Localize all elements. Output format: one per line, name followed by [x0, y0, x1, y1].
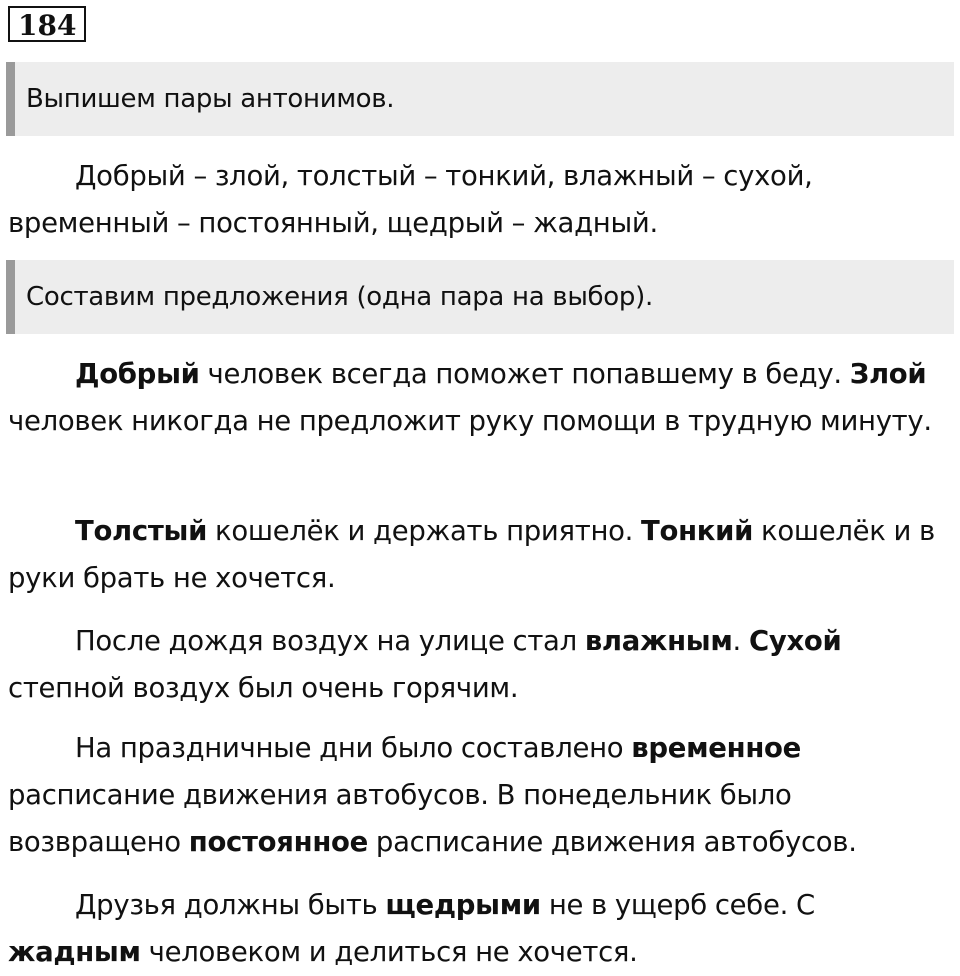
antonym-word-thick: Толстый	[75, 515, 208, 547]
antonym-word-permanent: постоянное	[188, 826, 368, 858]
sentence-paragraph-kind-evil	[8, 351, 953, 445]
antonym-word-generous: щедрыми	[385, 889, 541, 921]
sentence-text: .	[732, 625, 749, 657]
sentence-text: На праздничные дни было составлено	[75, 732, 632, 764]
antonym-word-dry: Сухой	[748, 625, 842, 657]
antonym-word-temporary: временное	[631, 732, 801, 764]
antonym-word-greedy: жадным	[8, 936, 141, 968]
sentence-text: расписание движения автобусов. В понедельник было возвращено	[8, 779, 792, 858]
antonym-pairs-paragraph	[8, 153, 953, 247]
sentence-text: человек всегда поможет попавшему в беду.	[199, 358, 850, 390]
antonym-word-thin: Тонкий	[641, 515, 754, 547]
sentence-text: После дождя воздух на улице стал	[75, 625, 585, 657]
sentence-text: кошелёк и держать приятно.	[207, 515, 642, 547]
sentence-text: расписание движения автобусов.	[367, 826, 857, 858]
sentence-paragraph-generous-greedy	[8, 882, 953, 976]
sentence-text: кошелёк и в руки брать не хочется.	[8, 515, 935, 594]
task-instruction-sentences: Составим предложения (одна пара на выбор).	[6, 260, 954, 334]
sentence-text: степной воздух был очень горячим.	[8, 672, 519, 704]
sentence-text: Друзья должны быть	[75, 889, 386, 921]
antonym-word-evil: Злой	[849, 358, 927, 390]
sentence-paragraph-thick-thin	[8, 508, 953, 602]
antonym-pairs-line-2: временный – постоянный, щедрый – жадный.	[8, 207, 658, 239]
sentence-paragraph-humid-dry	[8, 618, 953, 712]
antonym-pairs-line-1: Добрый – злой, толстый – тонкий, влажный – сухой,	[75, 160, 813, 192]
sentence-text: не в ущерб себе. С	[540, 889, 815, 921]
sentence-text: человеком и делиться не хочется.	[140, 936, 638, 968]
task-instruction-antonyms: Выпишем пары антонимов.	[6, 62, 954, 136]
sentence-text: человек никогда не предложит руку помощи в трудную минуту.	[8, 405, 932, 437]
sentence-paragraph-temporary-permanent	[8, 725, 953, 866]
antonym-word-humid: влажным	[584, 625, 733, 657]
task-number: 184	[8, 6, 86, 42]
antonym-word-kind: Добрый	[75, 358, 200, 390]
